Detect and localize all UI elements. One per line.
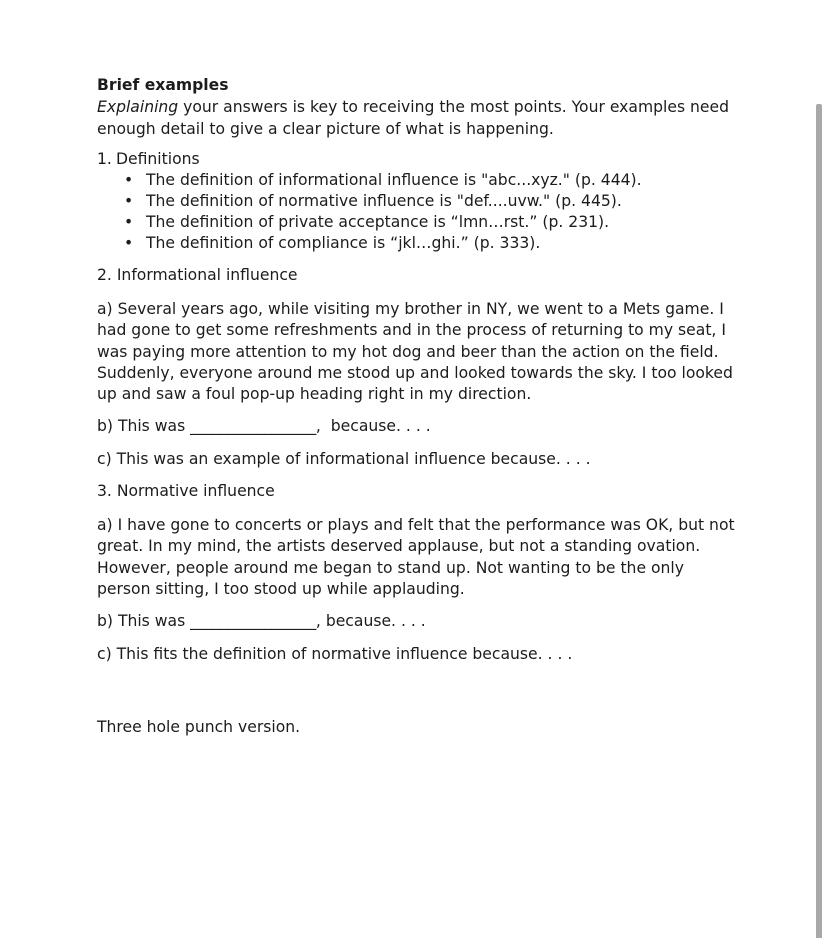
section-normative-heading: 3. Normative influence <box>97 482 275 501</box>
answer-b-suffix: , because. . . . <box>315 417 431 436</box>
informational-answer-b <box>97 416 737 437</box>
footer-note: Three hole punch version. <box>97 717 301 736</box>
answer-b-prefix: b) This was <box>97 612 191 631</box>
definition-text: The definition of normative influence is "def....uvw." (p. 445). <box>146 192 622 210</box>
intro-emphasis: Explaining <box>97 98 179 116</box>
intro-text: your answers is key to receiving the most points. Your examples need enough detail to give a clear picture of what is happening. <box>97 98 730 138</box>
bullet-icon: • <box>124 171 134 189</box>
intro-paragraph <box>97 96 737 140</box>
section-number: 1. <box>97 150 112 168</box>
answer-blank: _________________ <box>190 417 316 436</box>
section-title: Definitions <box>116 150 200 168</box>
definition-text: The definition of private acceptance is “lmn…rst.” (p. 231). <box>146 213 610 231</box>
definition-item <box>97 212 737 233</box>
bullet-icon: • <box>124 192 134 210</box>
definition-text: The definition of informational influence is "abc...xyz." (p. 444). <box>146 171 642 189</box>
answer-b-prefix: b) This was <box>97 417 191 436</box>
definitions-list <box>97 170 737 254</box>
section-definitions-heading <box>97 149 737 170</box>
normative-example-a: a) I have gone to concerts or plays and felt that the performance was OK, but not great. In my mind, the artists deserved applause, but not a standing ovation. However, people around me began to stand up. Not wanting to be the only person sitting, I too stood up while applauding. <box>97 516 735 598</box>
answer-b-suffix: , because. . . . <box>315 612 426 631</box>
normative-answer-b <box>97 611 737 632</box>
definition-item <box>97 170 737 191</box>
informational-answer-c: c) This was an example of informational influence because. . . . <box>97 449 591 468</box>
definition-text: The definition of compliance is “jkl…ghi.” (p. 333). <box>146 234 541 252</box>
informational-example-a: a) Several years ago, while visiting my brother in NY, we went to a Mets game. I had gone to get some refreshments and in the process of returning to my seat, I was paying more attention to my hot dog and beer than the action on the field. Suddenly, everyone around me stood up and looked towards the sky. I too looked up and saw a foul pop-up heading right in my direction. <box>97 300 733 404</box>
section-informational-heading: 2. Informational influence <box>97 266 298 284</box>
definition-item <box>97 233 737 254</box>
normative-answer-c: c) This fits the definition of normative influence because. . . . <box>97 644 573 663</box>
document-title: Brief examples <box>97 76 229 94</box>
definition-item <box>97 191 737 212</box>
vertical-scrollbar[interactable] <box>816 104 822 938</box>
answer-blank: _________________ <box>190 612 316 631</box>
bullet-icon: • <box>124 234 134 252</box>
document-page <box>97 74 737 738</box>
bullet-icon: • <box>124 213 134 231</box>
